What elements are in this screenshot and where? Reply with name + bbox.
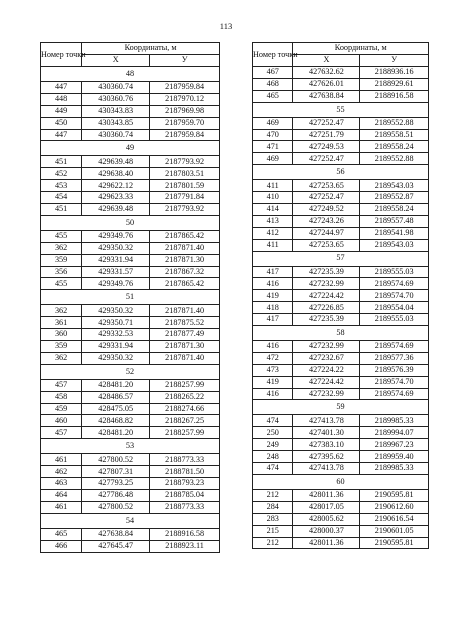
table-row [253, 227, 429, 239]
x-coordinate-cell: 427232.99 [293, 388, 360, 400]
point-number-cell: 466 [41, 540, 82, 552]
table-row [41, 501, 220, 513]
point-number-cell: 467 [253, 67, 293, 79]
y-coordinate-cell: 2189555.03 [360, 314, 429, 326]
point-number-cell: 212 [253, 489, 293, 501]
y-coordinate-cell: 2187871.40 [150, 352, 220, 364]
point-number-cell: 412 [253, 227, 293, 239]
x-coordinate-cell: 427249.53 [293, 141, 360, 153]
table-row [41, 391, 220, 403]
group-header-row [253, 326, 429, 341]
y-coordinate-cell: 2190616.54 [360, 513, 429, 525]
point-number-cell: 361 [41, 317, 82, 329]
x-coordinate-cell: 429350.71 [82, 317, 150, 329]
point-number-cell: 457 [41, 427, 82, 439]
y-coordinate-cell: 2187970.12 [150, 93, 220, 105]
x-coordinate-cell: 429350.32 [82, 352, 150, 364]
y-coordinate-cell: 2189574.70 [360, 376, 429, 388]
table-row [253, 388, 429, 400]
table-row [253, 513, 429, 525]
point-number-cell: 455 [41, 278, 82, 290]
table-row [41, 352, 220, 364]
x-coordinate-cell: 429332.53 [82, 329, 150, 341]
point-number-cell: 450 [41, 117, 82, 129]
point-number-cell: 460 [41, 415, 82, 427]
group-label: 49 [41, 141, 220, 156]
x-coordinate-cell: 428481.20 [82, 427, 150, 439]
y-coordinate-cell: 2189555.03 [360, 266, 429, 278]
x-coordinate-cell: 427638.84 [293, 90, 360, 102]
table-row [41, 242, 220, 254]
y-coordinate-cell: 2187871.30 [150, 254, 220, 266]
y-coordinate-cell: 2188257.99 [150, 427, 220, 439]
table-row [253, 427, 429, 439]
point-number-cell: 416 [253, 388, 293, 400]
table-row [41, 317, 220, 329]
table-row [253, 204, 429, 216]
point-number-cell: 212 [253, 537, 293, 549]
point-number-cell: 474 [253, 415, 293, 427]
x-coordinate-cell: 430360.74 [82, 82, 150, 94]
x-coordinate-cell: 427232.67 [293, 352, 360, 364]
point-number-cell: 464 [41, 489, 82, 501]
x-coordinate-cell: 427786.48 [82, 489, 150, 501]
x-coordinate-cell: 427252.47 [293, 192, 360, 204]
group-header-row [41, 141, 220, 156]
x-coordinate-cell: 429639.48 [82, 204, 150, 216]
x-coordinate-cell: 427252.47 [293, 153, 360, 165]
x-coordinate-cell: 427645.47 [82, 540, 150, 552]
table-row [253, 239, 429, 251]
table-row [253, 415, 429, 427]
point-number-cell: 418 [253, 302, 293, 314]
table-row [253, 215, 429, 227]
point-number-cell: 362 [41, 352, 82, 364]
y-coordinate-cell: 2188793.23 [150, 478, 220, 490]
x-coordinate-cell: 427252.47 [293, 117, 360, 129]
y-coordinate-cell: 2187867.32 [150, 266, 220, 278]
header-point-number: Номер точки [41, 43, 82, 67]
x-coordinate-cell: 428005.62 [293, 513, 360, 525]
coordinates-table-right [252, 42, 429, 549]
point-number-cell: 471 [253, 141, 293, 153]
x-coordinate-cell: 428017.05 [293, 501, 360, 513]
table-row [41, 489, 220, 501]
point-number-cell: 457 [41, 379, 82, 391]
table-row [253, 489, 429, 501]
point-number-cell: 419 [253, 376, 293, 388]
y-coordinate-cell: 2188257.99 [150, 379, 220, 391]
group-header-row [253, 102, 429, 117]
y-coordinate-cell: 2188929.61 [360, 78, 429, 90]
point-number-cell: 453 [41, 180, 82, 192]
point-number-cell: 461 [41, 454, 82, 466]
group-label: 59 [253, 400, 429, 415]
x-coordinate-cell: 429350.32 [82, 305, 150, 317]
y-coordinate-cell: 2188773.33 [150, 501, 220, 513]
table-row [41, 341, 220, 353]
header-y: У [150, 55, 220, 67]
x-coordinate-cell: 427401.30 [293, 427, 360, 439]
x-coordinate-cell: 427632.62 [293, 67, 360, 79]
point-number-cell: 411 [253, 180, 293, 192]
point-number-cell: 356 [41, 266, 82, 278]
table-row [41, 93, 220, 105]
x-coordinate-cell: 427395.62 [293, 451, 360, 463]
group-header-row [41, 513, 220, 528]
table-row [41, 168, 220, 180]
x-coordinate-cell: 428475.05 [82, 403, 150, 415]
x-coordinate-cell: 427800.52 [82, 454, 150, 466]
point-number-cell: 414 [253, 204, 293, 216]
group-header-row [253, 251, 429, 266]
point-number-cell: 359 [41, 254, 82, 266]
x-coordinate-cell: 429638.40 [82, 168, 150, 180]
header-point-number: Номер точки [253, 43, 293, 67]
table-row [253, 501, 429, 513]
x-coordinate-cell: 427383.10 [293, 439, 360, 451]
y-coordinate-cell: 2187969.98 [150, 105, 220, 117]
point-number-cell: 469 [253, 117, 293, 129]
table-row [253, 302, 429, 314]
table-row [253, 341, 429, 353]
x-coordinate-cell: 430360.74 [82, 129, 150, 141]
y-coordinate-cell: 2189552.88 [360, 153, 429, 165]
x-coordinate-cell: 427626.01 [293, 78, 360, 90]
group-label: 56 [253, 165, 429, 180]
table-row [41, 180, 220, 192]
y-coordinate-cell: 2189552.87 [360, 192, 429, 204]
point-number-cell: 462 [41, 466, 82, 478]
x-coordinate-cell: 430343.83 [82, 105, 150, 117]
point-number-cell: 474 [253, 463, 293, 475]
group-label: 53 [41, 439, 220, 454]
table-row [41, 192, 220, 204]
point-number-cell: 468 [253, 78, 293, 90]
table-row [253, 537, 429, 549]
y-coordinate-cell: 2189574.69 [360, 341, 429, 353]
group-header-row [41, 290, 220, 305]
point-number-cell: 284 [253, 501, 293, 513]
x-coordinate-cell: 427413.78 [293, 415, 360, 427]
x-coordinate-cell: 429331.57 [82, 266, 150, 278]
table-row [253, 352, 429, 364]
point-number-cell: 447 [41, 129, 82, 141]
x-coordinate-cell: 429349.76 [82, 230, 150, 242]
y-coordinate-cell: 2189541.98 [360, 227, 429, 239]
table-row [41, 478, 220, 490]
header-x: X [82, 55, 150, 67]
point-number-cell: 463 [41, 478, 82, 490]
y-coordinate-cell: 2189557.48 [360, 215, 429, 227]
y-coordinate-cell: 2189577.36 [360, 352, 429, 364]
point-number-cell: 215 [253, 525, 293, 537]
y-coordinate-cell: 2187791.84 [150, 192, 220, 204]
table-row [41, 540, 220, 552]
point-number-cell: 455 [41, 230, 82, 242]
y-coordinate-cell: 2187793.92 [150, 156, 220, 168]
header-y: У [360, 55, 429, 67]
x-coordinate-cell: 429331.94 [82, 341, 150, 353]
point-number-cell: 416 [253, 341, 293, 353]
x-coordinate-cell: 427244.97 [293, 227, 360, 239]
x-coordinate-cell: 427226.85 [293, 302, 360, 314]
group-label: 48 [41, 67, 220, 82]
point-number-cell: 449 [41, 105, 82, 117]
point-number-cell: 461 [41, 501, 82, 513]
table-row [253, 364, 429, 376]
x-coordinate-cell: 429623.33 [82, 192, 150, 204]
y-coordinate-cell: 2189552.88 [360, 117, 429, 129]
table-row [253, 525, 429, 537]
y-coordinate-cell: 2188781.50 [150, 466, 220, 478]
table-row [253, 78, 429, 90]
x-coordinate-cell: 427253.65 [293, 180, 360, 192]
table-row [253, 192, 429, 204]
table-row [41, 129, 220, 141]
point-number-cell: 417 [253, 266, 293, 278]
x-coordinate-cell: 427413.78 [293, 463, 360, 475]
y-coordinate-cell: 2187793.92 [150, 204, 220, 216]
table-row [41, 329, 220, 341]
group-label: 60 [253, 474, 429, 489]
y-coordinate-cell: 2189558.51 [360, 129, 429, 141]
group-header-row [41, 439, 220, 454]
group-header-row [41, 67, 220, 82]
x-coordinate-cell: 428468.82 [82, 415, 150, 427]
x-coordinate-cell: 427224.42 [293, 290, 360, 302]
table-row [253, 129, 429, 141]
y-coordinate-cell: 2189543.03 [360, 180, 429, 192]
x-coordinate-cell: 428481.20 [82, 379, 150, 391]
table-row [253, 90, 429, 102]
y-coordinate-cell: 2189994.07 [360, 427, 429, 439]
y-coordinate-cell: 2188274.66 [150, 403, 220, 415]
point-number-cell: 454 [41, 192, 82, 204]
coordinates-table-left [40, 42, 220, 553]
table-row [41, 266, 220, 278]
y-coordinate-cell: 2188916.58 [150, 528, 220, 540]
y-coordinate-cell: 2188785.04 [150, 489, 220, 501]
point-number-cell: 452 [41, 168, 82, 180]
table-row [41, 82, 220, 94]
point-number-cell: 473 [253, 364, 293, 376]
y-coordinate-cell: 2189959.40 [360, 451, 429, 463]
y-coordinate-cell: 2187959.84 [150, 129, 220, 141]
point-number-cell: 250 [253, 427, 293, 439]
table-row [41, 254, 220, 266]
point-number-cell: 416 [253, 278, 293, 290]
point-number-cell: 413 [253, 215, 293, 227]
x-coordinate-cell: 427793.25 [82, 478, 150, 490]
point-number-cell: 472 [253, 352, 293, 364]
y-coordinate-cell: 2189543.03 [360, 239, 429, 251]
x-coordinate-cell: 428011.36 [293, 537, 360, 549]
point-number-cell: 249 [253, 439, 293, 451]
x-coordinate-cell: 428011.36 [293, 489, 360, 501]
y-coordinate-cell: 2187801.59 [150, 180, 220, 192]
x-coordinate-cell: 427243.26 [293, 215, 360, 227]
x-coordinate-cell: 427232.99 [293, 341, 360, 353]
table-row [253, 439, 429, 451]
table-row [41, 278, 220, 290]
x-coordinate-cell: 427253.65 [293, 239, 360, 251]
table-row [41, 427, 220, 439]
y-coordinate-cell: 2189967.23 [360, 439, 429, 451]
x-coordinate-cell: 427224.22 [293, 364, 360, 376]
point-number-cell: 417 [253, 314, 293, 326]
table-row [41, 403, 220, 415]
table-row [253, 266, 429, 278]
x-coordinate-cell: 427800.52 [82, 501, 150, 513]
group-label: 50 [41, 215, 220, 230]
y-coordinate-cell: 2187803.51 [150, 168, 220, 180]
y-coordinate-cell: 2187871.40 [150, 242, 220, 254]
point-number-cell: 451 [41, 156, 82, 168]
group-header-row [253, 400, 429, 415]
y-coordinate-cell: 2188936.16 [360, 67, 429, 79]
group-label: 52 [41, 364, 220, 379]
table-row [41, 230, 220, 242]
group-label: 55 [253, 102, 429, 117]
x-coordinate-cell: 429639.48 [82, 156, 150, 168]
table-row [41, 305, 220, 317]
group-label: 58 [253, 326, 429, 341]
x-coordinate-cell: 427251.79 [293, 129, 360, 141]
table-row [253, 376, 429, 388]
point-number-cell: 419 [253, 290, 293, 302]
y-coordinate-cell: 2187865.42 [150, 278, 220, 290]
y-coordinate-cell: 2187877.49 [150, 329, 220, 341]
table-row [41, 466, 220, 478]
y-coordinate-cell: 2190612.60 [360, 501, 429, 513]
point-number-cell: 465 [253, 90, 293, 102]
y-coordinate-cell: 2189574.70 [360, 290, 429, 302]
table-row [41, 415, 220, 427]
point-number-cell: 360 [41, 329, 82, 341]
point-number-cell: 362 [41, 242, 82, 254]
point-number-cell: 248 [253, 451, 293, 463]
table-row [41, 156, 220, 168]
table-row [253, 451, 429, 463]
table-row [253, 314, 429, 326]
y-coordinate-cell: 2187959.84 [150, 82, 220, 94]
table-row [41, 105, 220, 117]
point-number-cell: 410 [253, 192, 293, 204]
y-coordinate-cell: 2187875.52 [150, 317, 220, 329]
x-coordinate-cell: 430343.85 [82, 117, 150, 129]
table-row [41, 117, 220, 129]
y-coordinate-cell: 2190601.05 [360, 525, 429, 537]
x-coordinate-cell: 427249.52 [293, 204, 360, 216]
point-number-cell: 411 [253, 239, 293, 251]
table-row [41, 379, 220, 391]
x-coordinate-cell: 427638.84 [82, 528, 150, 540]
point-number-cell: 359 [41, 341, 82, 353]
point-number-cell: 283 [253, 513, 293, 525]
table-body [41, 67, 220, 553]
x-coordinate-cell: 427235.39 [293, 314, 360, 326]
table-row [253, 278, 429, 290]
y-coordinate-cell: 2187871.30 [150, 341, 220, 353]
table-row [253, 141, 429, 153]
x-coordinate-cell: 429349.76 [82, 278, 150, 290]
y-coordinate-cell: 2187959.70 [150, 117, 220, 129]
x-coordinate-cell: 429331.94 [82, 254, 150, 266]
group-header-row [41, 215, 220, 230]
x-coordinate-cell: 429350.32 [82, 242, 150, 254]
table-row [41, 528, 220, 540]
header-x: X [293, 55, 360, 67]
group-header-row [253, 165, 429, 180]
y-coordinate-cell: 2189985.33 [360, 415, 429, 427]
y-coordinate-cell: 2188916.58 [360, 90, 429, 102]
x-coordinate-cell: 428000.37 [293, 525, 360, 537]
y-coordinate-cell: 2187865.42 [150, 230, 220, 242]
point-number-cell: 470 [253, 129, 293, 141]
group-label: 54 [41, 513, 220, 528]
y-coordinate-cell: 2189558.24 [360, 141, 429, 153]
y-coordinate-cell: 2189574.69 [360, 278, 429, 290]
point-number-cell: 458 [41, 391, 82, 403]
y-coordinate-cell: 2188265.22 [150, 391, 220, 403]
y-coordinate-cell: 2189985.33 [360, 463, 429, 475]
point-number-cell: 362 [41, 305, 82, 317]
table-row [253, 67, 429, 79]
table-body [253, 67, 429, 549]
point-number-cell: 459 [41, 403, 82, 415]
x-coordinate-cell: 427807.31 [82, 466, 150, 478]
table-row [41, 204, 220, 216]
x-coordinate-cell: 427232.99 [293, 278, 360, 290]
group-header-row [41, 364, 220, 379]
y-coordinate-cell: 2189576.39 [360, 364, 429, 376]
table-row [253, 180, 429, 192]
page-number: 113 [219, 21, 233, 31]
y-coordinate-cell: 2190595.81 [360, 489, 429, 501]
header-coordinates: Координаты, м [82, 43, 220, 55]
table-row [253, 463, 429, 475]
y-coordinate-cell: 2188773.33 [150, 454, 220, 466]
x-coordinate-cell: 427224.42 [293, 376, 360, 388]
group-header-row [253, 474, 429, 489]
x-coordinate-cell: 430360.76 [82, 93, 150, 105]
group-label: 57 [253, 251, 429, 266]
y-coordinate-cell: 2187871.40 [150, 305, 220, 317]
table-row [41, 454, 220, 466]
group-label: 51 [41, 290, 220, 305]
y-coordinate-cell: 2188923.11 [150, 540, 220, 552]
x-coordinate-cell: 428486.57 [82, 391, 150, 403]
y-coordinate-cell: 2189554.04 [360, 302, 429, 314]
point-number-cell: 448 [41, 93, 82, 105]
point-number-cell: 469 [253, 153, 293, 165]
x-coordinate-cell: 427235.39 [293, 266, 360, 278]
table-row [253, 153, 429, 165]
point-number-cell: 465 [41, 528, 82, 540]
point-number-cell: 451 [41, 204, 82, 216]
table-row [253, 117, 429, 129]
y-coordinate-cell: 2188267.25 [150, 415, 220, 427]
y-coordinate-cell: 2189574.69 [360, 388, 429, 400]
x-coordinate-cell: 429622.12 [82, 180, 150, 192]
y-coordinate-cell: 2189558.24 [360, 204, 429, 216]
table-row [253, 290, 429, 302]
y-coordinate-cell: 2190595.81 [360, 537, 429, 549]
header-coordinates: Координаты, м [293, 43, 429, 55]
point-number-cell: 447 [41, 82, 82, 94]
